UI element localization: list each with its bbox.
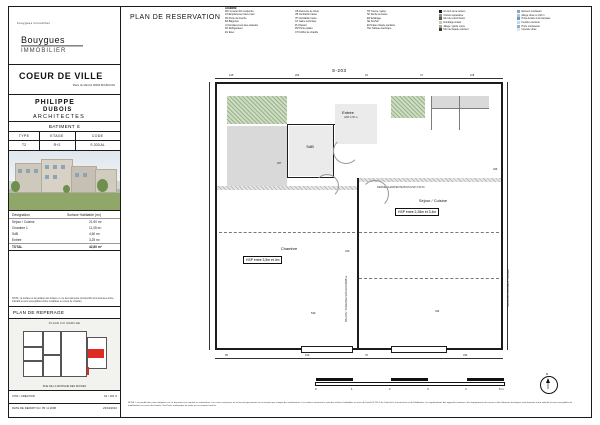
scale-tick-5: 5 m: [499, 387, 504, 391]
architect-line1: PHILIPPE: [35, 99, 75, 106]
legend-item: Mur de refend béton: [439, 17, 511, 21]
note-block: [9, 251, 120, 307]
area-row-value-0: 21,90 m²: [89, 220, 102, 224]
legend-item: Allège vitrée à 1,00 m: [517, 14, 587, 18]
dim-bottom-0: 95: [225, 354, 228, 357]
unit-table: [9, 132, 120, 151]
legend-item: Doublage isolant: [439, 21, 511, 25]
legend-item: BA Baignoire: [225, 20, 239, 24]
unit-table-header-etage: ETAGE: [50, 134, 64, 138]
floor-plan: [215, 74, 515, 357]
building-label-text: BATIMENT S: [48, 124, 81, 129]
area-row-label-1: Chambre 1: [12, 226, 28, 230]
scale-tick-1: 1: [351, 387, 353, 391]
architect-line2: DUBOIS: [43, 107, 73, 113]
unit-table-header-code: CODE: [91, 134, 104, 138]
areas-table: [9, 211, 120, 251]
legend-item: Cloison séparative: [439, 14, 511, 18]
label-bathroom: SdB: [306, 144, 314, 149]
area-row-value-2: 4,60 m²: [89, 232, 100, 236]
wall-top: [215, 82, 503, 84]
wall-bottom: [215, 348, 503, 350]
green-roof-zone: [391, 96, 425, 118]
unit-table-value-code: S 203 AL: [90, 143, 105, 147]
legend-item: PD Porte de douche: [225, 16, 247, 20]
legend-column-4: [517, 10, 587, 32]
legend-item: ECS Eau chaude sanitaire: [367, 23, 396, 27]
legend-item: Fenêtre ouvrante: [517, 21, 587, 25]
building-label: [9, 122, 120, 132]
legend-item: ER Eclairage: [367, 16, 381, 20]
note-text: NOTA : la surface et la position des locaux et / ou des éléments constructifs sont données à titre indicatif et sont susceptibles d'être modifiées en cours de chantier.: [12, 297, 114, 304]
svg-text:Bouygues: Bouygues: [21, 35, 66, 45]
kitchen-counter: [431, 96, 489, 108]
unit-table-value-type: T2: [21, 143, 27, 147]
area-row-label-4: TOTAL: [12, 245, 23, 249]
legend-item: CB Descente de chute: [295, 10, 319, 13]
repair-title-block: [9, 307, 120, 319]
label-charpente: FERME CHARPENTE BOIS HSP 2,50 M: [377, 186, 425, 189]
legend-item: VB Ventilation basse: [295, 13, 317, 17]
legend-item: SF Sèche-serviette: [367, 13, 388, 17]
label-right-vertical: LIMITE DE PROPRIETE / FACADE: [507, 269, 510, 307]
partition-central: [357, 178, 359, 348]
dim-bottom-2: 100: [305, 354, 310, 357]
terrace-lower: [227, 126, 287, 186]
svg-text:IMMOBILIER: IMMOBILIER: [21, 48, 67, 54]
scale-bar: [315, 378, 505, 392]
dim-top-1: 204: [295, 74, 300, 77]
page-title: PLAN DE RESERVATION: [130, 14, 221, 21]
scale-tick-3: 3: [427, 387, 429, 391]
swatch-icon: [517, 14, 520, 17]
dim-right-0: 496: [493, 168, 498, 171]
swatch-icon: [439, 17, 442, 20]
legend-item: Porte coulissante: [517, 25, 587, 29]
legend-column-3: [439, 10, 511, 32]
areas-header-label: Désignation: [12, 213, 30, 217]
legend-item: Allège / garde corps: [439, 25, 511, 29]
swatch-icon: [517, 17, 520, 20]
label-bedroom-hsp: HSP entre 3,5m et 4m: [243, 256, 282, 264]
north-needle-icon: [540, 376, 556, 392]
dim-bottom-3: 70: [365, 354, 368, 357]
areas-header-value: Surface Habitable (m²): [67, 213, 102, 217]
bottom-note: NOTA : L'ensemble des cotes indiquées sur ce document est exprimé en centimètres. Les cotes sont prises au nu brut du gros-œuvre et ne tiennent pas compte des revêtements. Les surfaces annoncées sont des surfaces habitables au sens de l'article R.111-2 du Code de la Construction et de l'Habitation. Les implantations des appareils sanitaires, des équipements de cuisine et des éléments techniques sont données à titre indicatif et sont susceptibles de modifications en cours de chantier. Seul l'acte authentique de vente et ses annexes font foi.: [128, 402, 573, 407]
dim-bottom-1: 539: [311, 312, 316, 315]
label-living-kitchen: Séjour / Cuisine: [418, 198, 448, 203]
swatch-icon: [439, 25, 442, 28]
legend-item: Nu brut de la cloison: [439, 10, 511, 14]
label-bedroom: Chambre: [280, 246, 298, 251]
swatch-icon: [439, 28, 442, 31]
legend-item: PM Porte palière: [295, 27, 313, 31]
scale-tick-4: 4: [465, 387, 467, 391]
legend-item: CH Coffret de chauffe: [295, 30, 319, 34]
footer-right-1: S1 / 201 S: [103, 394, 117, 398]
dim-top-3: 72: [420, 74, 423, 77]
area-row-label-0: Séjour / Cuisine: [12, 220, 35, 224]
legend-item: GT Gaine technique: [295, 20, 317, 24]
legend-item: LV Emplacement lave-vaisselle: [225, 23, 259, 27]
dim-inner-5: 334: [463, 354, 468, 357]
label-living-hsp: HSP entre 2,28m et 3,4m: [395, 208, 439, 216]
legend-item: Mur de façade extérieur: [439, 28, 511, 32]
legend-item: RF Réfrigérateur: [225, 27, 243, 31]
legend-item: TR Trémie / gaine: [367, 10, 386, 13]
label-entry-hsp: HSP 2,50 m: [344, 116, 358, 119]
label-balcony-vertical: BALCON / TERRASSE NON ACCESSIBLE: [345, 275, 348, 322]
legend-item: VH Ventilation haute: [295, 16, 317, 20]
swatch-icon: [517, 10, 520, 13]
unit-table-header-type: TYPE: [18, 134, 30, 138]
developer-name: bouygues immobilier: [17, 21, 51, 25]
sheet-reference: S-203: [332, 68, 347, 73]
architect-block: [9, 95, 120, 122]
footer-left-2: DATE DE DEPART 04 / 05 / A 2008: [12, 406, 56, 410]
legend-item: WC Cuvette WC suspendu: [225, 10, 254, 13]
dim-top-4: 118: [470, 74, 475, 77]
dim-bottom-4: 334: [435, 310, 440, 313]
balcony-terrace: [227, 96, 287, 124]
location-key-plan: [9, 319, 120, 391]
swatch-icon: [439, 21, 442, 24]
key-plan-caption-bottom: RUE DE LA MONNAIE DES MOINES: [42, 385, 87, 388]
legend-item: Imposte vitrée: [517, 28, 587, 32]
legend-item: TEL Tableau électrique: [367, 27, 392, 31]
project-block: [9, 65, 120, 95]
room-bathroom: [289, 126, 333, 176]
dim-top-0: 125: [229, 74, 234, 77]
area-row-value-4: 42,80 m²: [89, 245, 102, 249]
logo-icon: [9, 7, 120, 65]
cartouche-divider: [120, 6, 121, 418]
swatch-icon: [439, 14, 442, 17]
cartouche-footer: [9, 391, 120, 417]
repair-title-text: PLAN DE REPERAGE: [13, 310, 65, 315]
area-row-label-3: Entrée: [12, 238, 22, 242]
swatch-icon: [517, 28, 520, 31]
area-row-label-2: SdB: [12, 232, 19, 236]
project-photo: [9, 151, 120, 211]
legend-title: LEGENDE: [225, 7, 237, 10]
cartouche: [9, 7, 120, 417]
label-entry: Entrée: [342, 110, 354, 115]
key-plan-caption-top: PLACE DU MARCHE: [48, 321, 81, 325]
wall-left: [215, 82, 217, 350]
dim-inner-3: 340: [345, 250, 350, 253]
project-address: Place du Marché 38300 BOURGOIN: [72, 84, 115, 87]
legend-item: PL Placard: [295, 23, 307, 27]
area-row-value-3: 3,25 m²: [89, 238, 100, 242]
unit-table-value-etage: R+2: [53, 143, 61, 147]
dim-inner-1: 267: [277, 162, 282, 165]
footer-left-1: CITE / CREATION: [12, 394, 35, 398]
swatch-icon: [439, 10, 442, 13]
legend-item: Porte-fenêtre à la française: [517, 17, 587, 21]
legend-item: Elément coulissant: [517, 10, 587, 14]
legend-column-1: [295, 10, 361, 34]
north-label: N: [546, 372, 549, 376]
wall-right: [501, 82, 503, 350]
legend-item: LM Emplacement lave-main: [225, 13, 255, 17]
area-row-value-1: 11,05 m²: [89, 226, 102, 230]
legend: [225, 7, 585, 48]
legend-column-2: [367, 10, 433, 31]
legend-item: SE Séchoir: [367, 20, 379, 24]
swatch-icon: [517, 25, 520, 28]
project-name: COEUR DE VILLE: [19, 71, 103, 81]
developer-logo-block: [9, 7, 120, 65]
legend-item: EV Evier: [225, 30, 235, 34]
scale-tick-2: 2: [389, 387, 391, 391]
swatch-icon: [517, 21, 520, 24]
legend-column-0: [225, 10, 291, 34]
scale-tick-0: 0: [315, 387, 317, 391]
dim-top-2: 91: [365, 74, 368, 77]
architect-line3: ARCHITECTES: [33, 114, 86, 120]
footer-right-2: 23/04/2010: [103, 406, 117, 410]
